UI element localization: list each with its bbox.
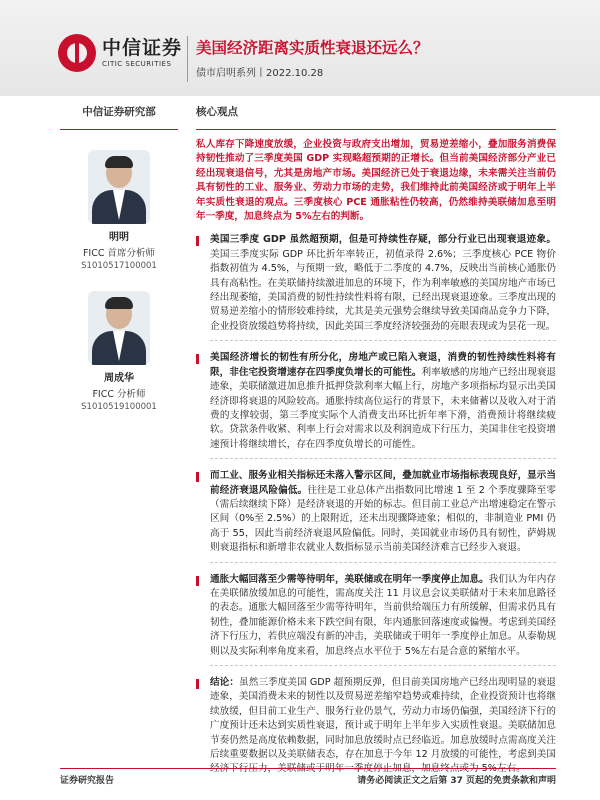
key-point-paragraph [196,573,556,659]
paragraph-body: 虽然三季度美国 GDP 超预期反弹，但目前美国房地产已经出现明显的衰退迹象，美国消费未来的韧性以及贸易逆差缩窄趋势或难持续，企业投资预计也将继续放缓，但目前工业生产、服务行业仍景气，劳动力市场仍偏强，美国经济下行的广度预计还未达到实质性衰退，预计或于明年上半年步入实质性衰退。美联储加息节奏仍然是高度依赖数据，同时加息放缓时点已经临近。加息放缓时点需高度关注后续重要数据以及美联储表态，存在加息于今年 12 月放缓的可能性，考虑到美国经济下行压力，美联储或于明年一季度停止加息，加息终点或为 5%左右。 [210,677,556,775]
analyst-card [60,150,178,271]
page-footer [60,768,556,786]
analyst-role: FICC 分析师 [92,389,146,400]
analyst-avatar [88,150,150,224]
report-subtitle: 债市启明系列丨2022.10.28 [196,68,324,79]
bullet-marker [196,472,199,482]
section-divider [196,129,556,130]
footer-left: 证券研究报告 [60,776,115,786]
analyst-id: S1010517100001 [81,261,157,271]
section-title: 核心观点 [196,106,238,118]
paragraph-body: 往往是工业总体产出指数同比增速 1 至 2 个季度骤降至零（需后续继续下降）是经济衰退的开始的标志。但目前工业总产出增速稳定在警示区间（0%至 2.5%）的上限附近，还未出现骤降迹象；相似的，非制造业 PMI 仍高于 55，因此当前经济衰退风险偏低。同时，美国就业市场仍具有韧性，萨姆规则衰退指标和新增非农就业人数指标显示当前美国经济难言已经步入衰退。 [210,484,557,554]
paragraph-lead: 通胀大幅回落至少需等待明年，美联储或在明年一季度停止加息。 [210,573,489,585]
paragraph-lead: 美国经济增长的韧性有所分化，房地产或已陷入衰退，消费的韧性持续性料将有限，非住宅投资增速存在四季度负增长的可能性。 [210,352,556,378]
footer-disclaimer: 请务必阅读正文之后第 37 页起的免责条款和声明 [357,776,556,786]
analyst-sidebar [60,104,178,412]
analyst-name: 周成华 [104,373,134,384]
paragraph-divider [210,562,556,564]
analyst-role: FICC 首席分析师 [82,248,156,259]
analyst-avatar [88,291,150,365]
institution-name: 中信证券研究部 [82,106,156,118]
main-content [196,104,556,777]
bullet-marker [196,679,199,689]
bullet-marker [196,236,199,246]
key-point-paragraph [196,469,556,555]
bullet-marker [196,576,199,586]
paragraph-divider [210,340,556,342]
paragraph-lead: 结论： [210,677,240,688]
report-header [0,0,600,96]
paragraph-divider [210,458,556,460]
paragraph-body: 利率敏感的房地产已经出现衰退迹象，美联储激进加息推升抵押贷款利率大幅上行，房地产多项指标均显示出美国经济即将衰退的风险较高。通胀持续高位运行的背景下，未来储蓄以及收入对于消费的支撑较弱，第三季度实际个人消费支出环比折年率下滑，消费预计将继续疲软。贷款条件收紧、利率上行会对需求以及利润造成下行压力，美国非住宅投资增速预计将继续增长，存在四季度负增长的可能性。 [210,366,557,450]
key-point-paragraph [196,676,556,777]
paragraph-body: 我们认为年内存在美联储放缓加息的可能性，需高度关注 11 月议息会议美联储对于未来加息路径的表态。通胀大幅回落至少需等待明年，当前供给端压力有所缓解，但需求仍具有韧性，叠加能源价格未来下跌空间有限，年内通胀回落速度或偏慢。考虑到美国经济下行压力，若供应端没有新的冲击，美联储或于明年一季度停止加息。从泰勒规则以及实际利率角度来看，加息终点水平位于 5%左右是合意的紧缩水平。 [210,573,557,657]
key-point-paragraph [196,233,556,334]
paragraph-lead: 美国三季度 GDP 虽然超预期，但是可持续性存疑，部分行业已出现衰退迹象。 [210,234,556,246]
report-title: 美国经济距离实质性衰退还远么？ [196,39,429,57]
citic-logo [58,34,182,72]
header-divider [187,36,188,82]
sidebar-divider [60,129,178,130]
citic-logo-icon [58,34,96,72]
logo-en-text: CITIC SECURITIES [102,60,172,68]
paragraph-body: 美国三季度实际 GDP 环比折年率转正，初值录得 2.6%；三季度核心 PCE 物价指数初值为 4.5%，与预期一致，略低于二季度的 4.7%，反映出当前核心通胀仍具有高粘性。在美联储持续激进加息的环境下，作为利率敏感的美国房地产市场已经出现萎缩，美国消费的韧性持续性料将有限，已经出现衰退迹象。三季度出现的贸易逆差缩小的情形较难持续，尤其是美元强势会继续导致美国商品竞争力下降，企业投资放缓趋势将持续，因此美国三季度经济较强劲的亮眼表现或为昙花一现。 [210,248,556,332]
analyst-id: S1010519100001 [81,402,157,412]
paragraph-divider [210,665,556,667]
key-point-paragraph [196,351,556,452]
logo-cn-text: 中信证券 [102,37,183,59]
analyst-name: 明明 [109,232,129,243]
paragraph-lead: 而工业、服务业相关指标还未落入警示区间，叠加就业市场指标表现良好，显示当前经济衰退风险偏低。 [210,470,556,496]
bullet-marker [196,354,199,364]
summary-text: 私人库存下降速度放缓，企业投资与政府支出增加，贸易逆差缩小，叠加服务消费保持韧性推动了三季度美国 GDP 实现略超预期的正增长。但当前美国经济部分产业已经出现衰退信号，尤其是房地产市场。美国经济已处于衰退边缘，未来需关注当前仍具有韧性的工业、服务业、劳动力市场的走势，我们维持此前美国经济或于明年上半年实质性衰退的观点。三季度核心 PCE 通胀粘性仍较高，仍然维持美联储加息至明年一季度，加息终点为 5%左右的判断。 [196,139,556,223]
analyst-card [60,291,178,412]
